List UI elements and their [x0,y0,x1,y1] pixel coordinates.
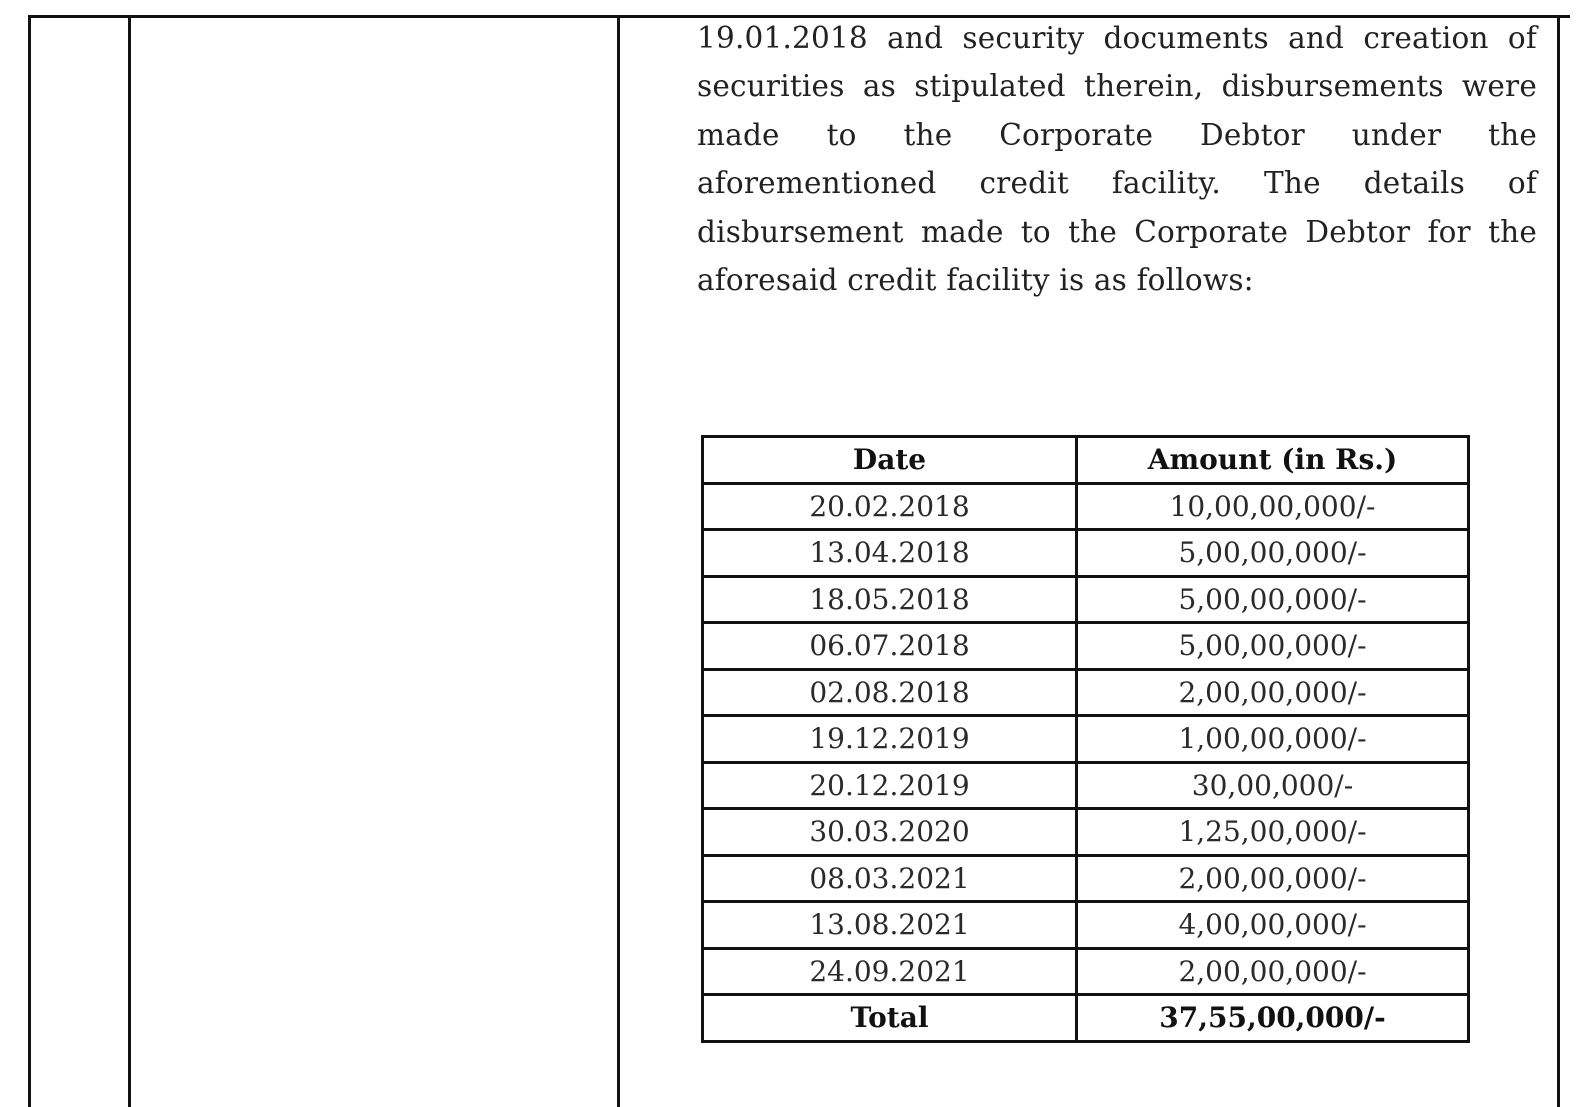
disbursement-table-body [703,483,1469,995]
outer-table-right-border [1557,15,1560,1107]
table-row [703,948,1469,995]
disbursement-amount: 5,00,00,000/- [1077,623,1469,670]
total-label: Total [703,995,1077,1042]
outer-table-column-divider-2 [617,15,620,1107]
disbursement-date: 08.03.2021 [703,855,1077,902]
disbursement-date: 20.02.2018 [703,483,1077,530]
disbursement-date: 30.03.2020 [703,809,1077,856]
table-row [703,762,1469,809]
disbursement-amount: 1,00,00,000/- [1077,716,1469,763]
table-row [703,809,1469,856]
disbursement-amount: 4,00,00,000/- [1077,902,1469,949]
amount-column-header: Amount (in Rs.) [1077,437,1469,484]
disbursement-date: 13.04.2018 [703,530,1077,577]
disbursement-amount: 2,00,00,000/- [1077,855,1469,902]
total-amount: 37,55,00,000/- [1077,995,1469,1042]
disbursement-amount: 5,00,00,000/- [1077,576,1469,623]
disbursement-date: 18.05.2018 [703,576,1077,623]
disbursement-date: 24.09.2021 [703,948,1077,995]
disbursement-date: 06.07.2018 [703,623,1077,670]
disbursement-date: 02.08.2018 [703,669,1077,716]
disbursement-amount: 2,00,00,000/- [1077,669,1469,716]
outer-table-left-border [28,15,31,1107]
body-paragraph: 19.01.2018 and security documents and creation of securities as stipulated therein, disbursements were made to the Corporate Debtor under the aforementioned credit facility. The details of disbursement made to the Corporate Debtor for the aforesaid credit facility is as follows: [697,21,1537,298]
table-header-row [703,437,1469,484]
disbursement-table [701,435,1470,1043]
disbursement-amount: 10,00,00,000/- [1077,483,1469,530]
table-total-row [703,995,1469,1042]
outer-table-column-divider-1 [128,15,131,1107]
table-row [703,716,1469,763]
disbursement-amount: 1,25,00,000/- [1077,809,1469,856]
disbursement-date: 19.12.2019 [703,716,1077,763]
disbursement-date: 13.08.2021 [703,902,1077,949]
table-row [703,623,1469,670]
table-row [703,530,1469,577]
table-row [703,483,1469,530]
disbursement-amount: 2,00,00,000/- [1077,948,1469,995]
disbursement-amount: 30,00,000/- [1077,762,1469,809]
table-row [703,669,1469,716]
disbursement-amount: 5,00,00,000/- [1077,530,1469,577]
table-row [703,576,1469,623]
table-row [703,855,1469,902]
table-row [703,902,1469,949]
disbursement-date: 20.12.2019 [703,762,1077,809]
date-column-header: Date [703,437,1077,484]
